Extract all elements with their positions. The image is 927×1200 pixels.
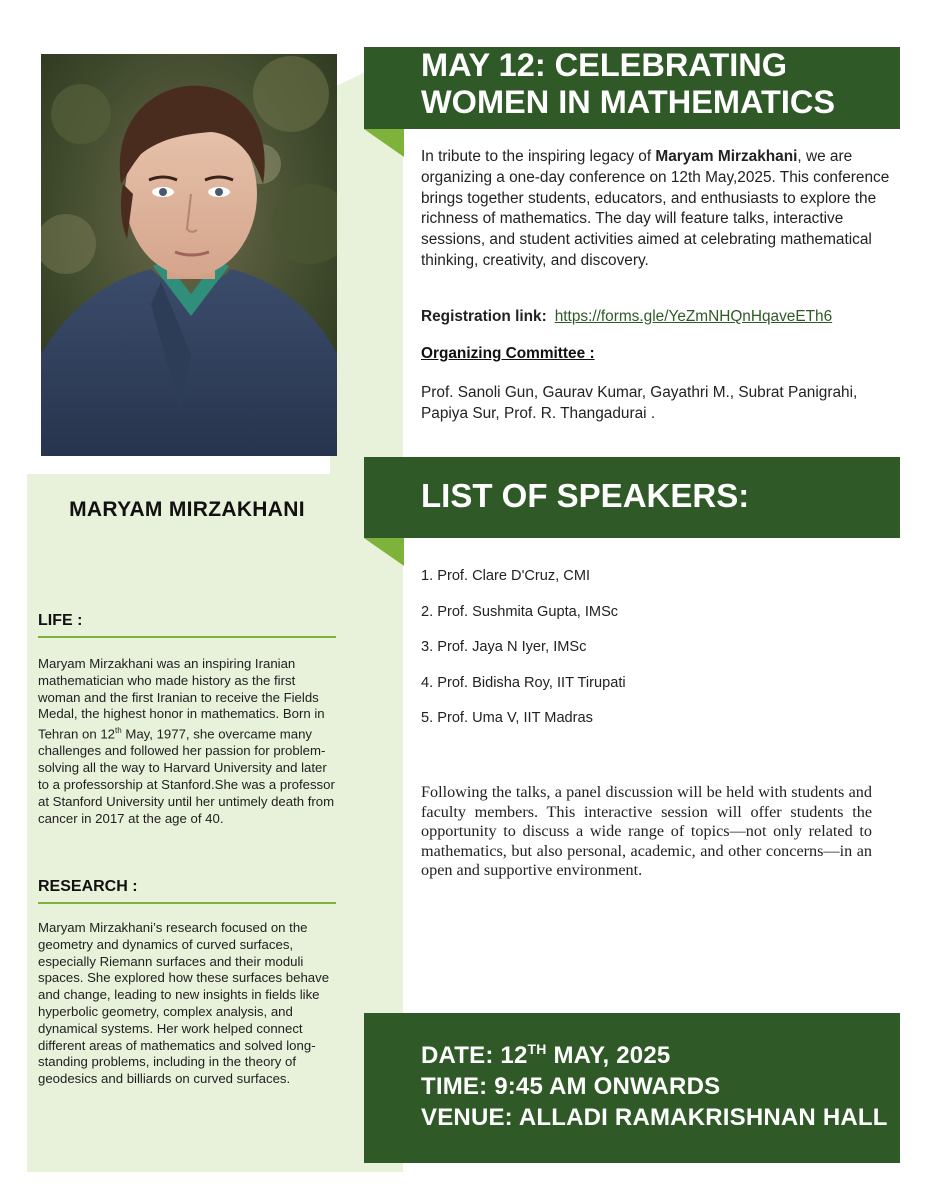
- title-line-1: MAY 12: CELEBRATING: [421, 47, 787, 83]
- intro-name: Maryam Mirzakhani: [655, 148, 798, 165]
- header-banner-fold: [364, 129, 404, 157]
- event-date-prefix: DATE: 12: [421, 1042, 528, 1069]
- speaker-item: 5. Prof. Uma V, IIT Madras: [421, 710, 593, 726]
- life-text-sup: th: [115, 726, 122, 736]
- life-text-part2: May, 1977, she overcame many challenges and followed her passion for problem-solving all the way to Harvard University and later to a professorship at Stanford.She was a professor at Stanford University until her untimely death from cancer in 2017 at the age of 40.: [38, 726, 335, 826]
- speakers-banner-fold: [364, 538, 404, 566]
- registration: [421, 308, 832, 326]
- speakers-list: [421, 568, 626, 746]
- speaker-item: 2. Prof. Sushmita Gupta, IMSc: [421, 603, 619, 620]
- event-venue: VENUE: ALLADI RAMAKRISHNAN HALL: [421, 1104, 888, 1131]
- life-divider: [38, 636, 336, 638]
- speaker-item: 3. Prof. Jaya N Iyer, IMSc: [421, 639, 587, 655]
- research-heading: RESEARCH :: [38, 878, 138, 895]
- life-heading: LIFE :: [38, 612, 83, 629]
- speakers-banner: [364, 457, 900, 538]
- intro-after: , we are organizing a one-day conference on 12th May,2025. This conference brings together students, educators, and enthusiasts to explore the richness of mathematics. The day will feature talks, interactive sessions, and student activities aimed at celebrating mathematical thinking, creativity, and discovery.: [421, 148, 890, 269]
- life-text-part1: Maryam Mirzakhani was an inspiring Iranian mathematician who made history as the first woman and the first Iranian to receive the Fields Medal, the highest honor in mathematics. Born in Tehran on 12: [38, 656, 325, 742]
- portrait-name: MARYAM MIRZAKHANI: [69, 498, 305, 521]
- speakers-heading: LIST OF SPEAKERS:: [421, 477, 750, 514]
- intro-paragraph: [421, 147, 891, 272]
- registration-label: Registration link:: [421, 308, 547, 325]
- event-details-box: [364, 1013, 900, 1163]
- title-line-2: WOMEN IN MATHEMATICS: [421, 84, 836, 120]
- portrait-illustration: [41, 54, 337, 456]
- speaker-item: 1. Prof. Clare D'Cruz, CMI: [421, 568, 591, 584]
- event-date-sup: TH: [527, 1041, 547, 1057]
- portrait-photo: [41, 54, 337, 456]
- research-divider: [38, 902, 336, 904]
- intro-before: In tribute to the inspiring legacy of: [421, 148, 656, 165]
- committee-heading: Organizing Committee :: [421, 345, 595, 362]
- event-time: TIME: 9:45 AM ONWARDS: [421, 1073, 721, 1100]
- header-banner: [364, 47, 900, 129]
- event-date: [421, 1041, 670, 1070]
- research-text: Maryam Mirzakhani’s research focused on the geometry and dynamics of curved surfaces, especially Riemann surfaces and their moduli spaces. She explored how these surfaces behave and change, leading to new insights in fields like hyperbolic geometry, complex analysis, and dynamical systems. Her work helped connect different areas of mathematics and solved long-standing problems, including in the theory of geodesics and billiards on curved surfaces.: [38, 920, 330, 1087]
- page-title: [421, 47, 835, 121]
- registration-link[interactable]: https://forms.gle/YeZmNHQnHqaveETh6: [554, 308, 833, 325]
- panel-discussion-text: Following the talks, a panel discussion will be held with students and faculty members. This interactive session will offer students the opportunity to discuss a wide range of topics—not only related to mathematics, but also personal, academic, and other concerns—in an open and supportive environment.: [421, 783, 872, 880]
- event-date-suffix: MAY, 2025: [546, 1042, 671, 1069]
- speaker-item: 4. Prof. Bidisha Roy, IIT Tirupati: [421, 674, 626, 691]
- committee-members: Prof. Sanoli Gun, Gaurav Kumar, Gayathri M., Subrat Panigrahi, Papiya Sur, Prof. R. Thangadurai .: [421, 384, 858, 422]
- life-text: [38, 656, 338, 827]
